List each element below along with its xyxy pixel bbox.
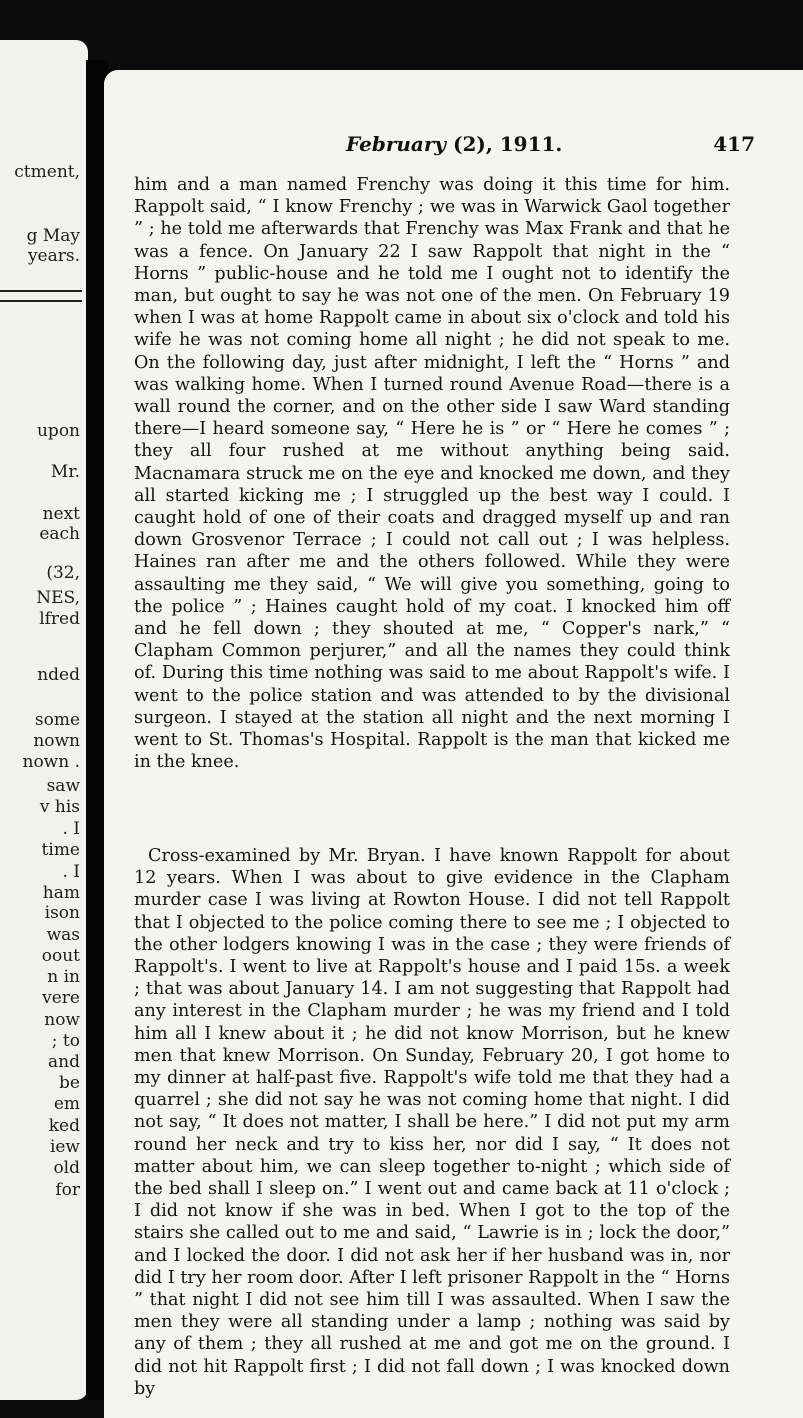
running-header (104, 132, 803, 162)
margin-fragment: iew (49, 1137, 80, 1157)
paragraph-cross-examination: Cross-examined by Mr. Bryan. I have known Rappolt for about 12 years. When I was about to give evidence in the Clapham murder case I was living at Rowton House. I did not tell Rappolt that I objected to the police coming there to see me ; I objected to the other lodgers knowing I was in the case ; they were friends of Rappolt's. I went to live at Rappolt's house and I paid 15s. a week ; that was about January 14. I am not suggesting that Rappolt had any interest in the Clapham murder ; he was my friend and I told him all I knew about it ; he did not know Morrison, but he knew men that knew Morrison. On Sunday, February 20, I got home to my dinner at half-past five. Rappolt's wife told me that they had a quarrel ; she did not say he was not coming home that night. I did not say, “ It does not matter, I shall be here.” I did not put my arm round her neck and try to kiss her, nor did I say, “ It does not matter about him, we can sleep together to-night ; which side of the bed shall I sleep on.” I went out and came back at 11 o'clock ; I did not know if she was in bed. When I got to the top of the stairs she called out to me and said, “ Lawrie is in ; lock the door,” and I locked the door. I did not ask her if her husband was in, nor did I try her room door. After I left prisoner Rappolt in the “ Horns ” that night I did not see him till I was assaulted. When I saw the men they were all standing under a lamp ; nothing was said by any of them ; they all rushed at me and got me on the ground. I did not hit Rappolt first ; I did not fall down ; I was knocked down by (134, 846, 730, 1399)
rule-2 (0, 300, 82, 302)
margin-fragment: . I (62, 819, 80, 839)
margin-fragment: Mr. (50, 462, 80, 482)
margin-fragment: for (55, 1180, 80, 1200)
margin-fragment: and (48, 1052, 80, 1072)
margin-fragment: upon (36, 421, 80, 441)
margin-fragment: ctment, (14, 162, 80, 182)
title-date: (2), 1911. (446, 132, 563, 156)
margin-fragment: (32, (46, 563, 80, 583)
margin-fragment: nded (37, 665, 80, 685)
margin-fragment: some (34, 710, 80, 730)
margin-fragment: ison (44, 903, 80, 923)
margin-fragment: ham (42, 883, 80, 903)
running-title (346, 132, 562, 156)
margin-fragment: saw (46, 776, 80, 796)
margin-fragment: v his (39, 797, 80, 817)
margin-fragment: now (44, 1010, 80, 1030)
margin-fragment: years. (27, 246, 80, 266)
margin-fragment: g May (26, 226, 80, 246)
margin-fragment: lfred (39, 609, 80, 629)
facing-page-left (0, 40, 88, 1400)
margin-fragment: nown (33, 731, 80, 751)
rule-1 (0, 290, 82, 292)
margin-fragment: each (39, 524, 80, 544)
margin-fragment: em (53, 1094, 80, 1114)
margin-fragment: old (53, 1158, 80, 1178)
margin-fragment: be (59, 1073, 80, 1093)
margin-fragment: oout (41, 946, 80, 966)
margin-fragment: NES, (36, 588, 80, 608)
margin-fragment: was (46, 925, 80, 945)
paragraph-testimony: him and a man named Frenchy was doing it this time for him. Rappolt said, “ I know Frenchy ; we was in Warwick Gaol together ” ; he told me afterwards that Frenchy was Max Frank and that he was a fence. On January 22 I saw Rappolt that night in the “ Horns ” public-house and he told me I ought not to identify the man, but ought to say he was not one of the men. On February 19 when I was at home Rappolt came in about six o'clock and told his wife he was not coming home all night ; he did not speak to me. On the following day, just after midnight, I left the “ Horns ” and was walking home. When I turned round Avenue Road—there is a wall round the corner, and on the other side I saw Ward standing there—I heard someone say, “ Here he is ” or “ Here he comes ” ; they all four rushed at me without anything being said. Macnamara struck me on the eye and knocked me down, and they all started kicking me ; I struggled up the best way I could. I caught hold of one of their coats and dragged myself up and ran down Grosvenor Terrace ; I could not call out ; I was helpless. Haines ran after me and the others followed. While they were assaulting me they said, “ We will give you something, going to the police ” ; Haines caught hold of my coat. I knocked him off and he fell down ; they shouted at me, “ Copper's nark,” “ Clapham Common perjurer,” and all the names they could think of. During this time nothing was said to me about Rappolt's wife. I went to the police station and was attended to by the divisional surgeon. I stayed at the station all night and the next morning I went to St. Thomas's Hospital. Rappolt is the man that kicked me in the knee. (134, 175, 730, 773)
margin-fragment: ked (48, 1116, 80, 1136)
title-month: February (346, 132, 447, 156)
margin-fragment: . I (62, 862, 80, 882)
page-number: 417 (713, 132, 755, 156)
margin-fragment: time (41, 840, 80, 860)
margin-fragment: nown . (22, 752, 80, 772)
margin-fragment: ; to (51, 1031, 80, 1051)
page-417 (104, 70, 803, 1418)
margin-fragment: vere (42, 988, 80, 1008)
margin-fragment: next (42, 504, 80, 524)
margin-fragment: n in (47, 967, 80, 987)
